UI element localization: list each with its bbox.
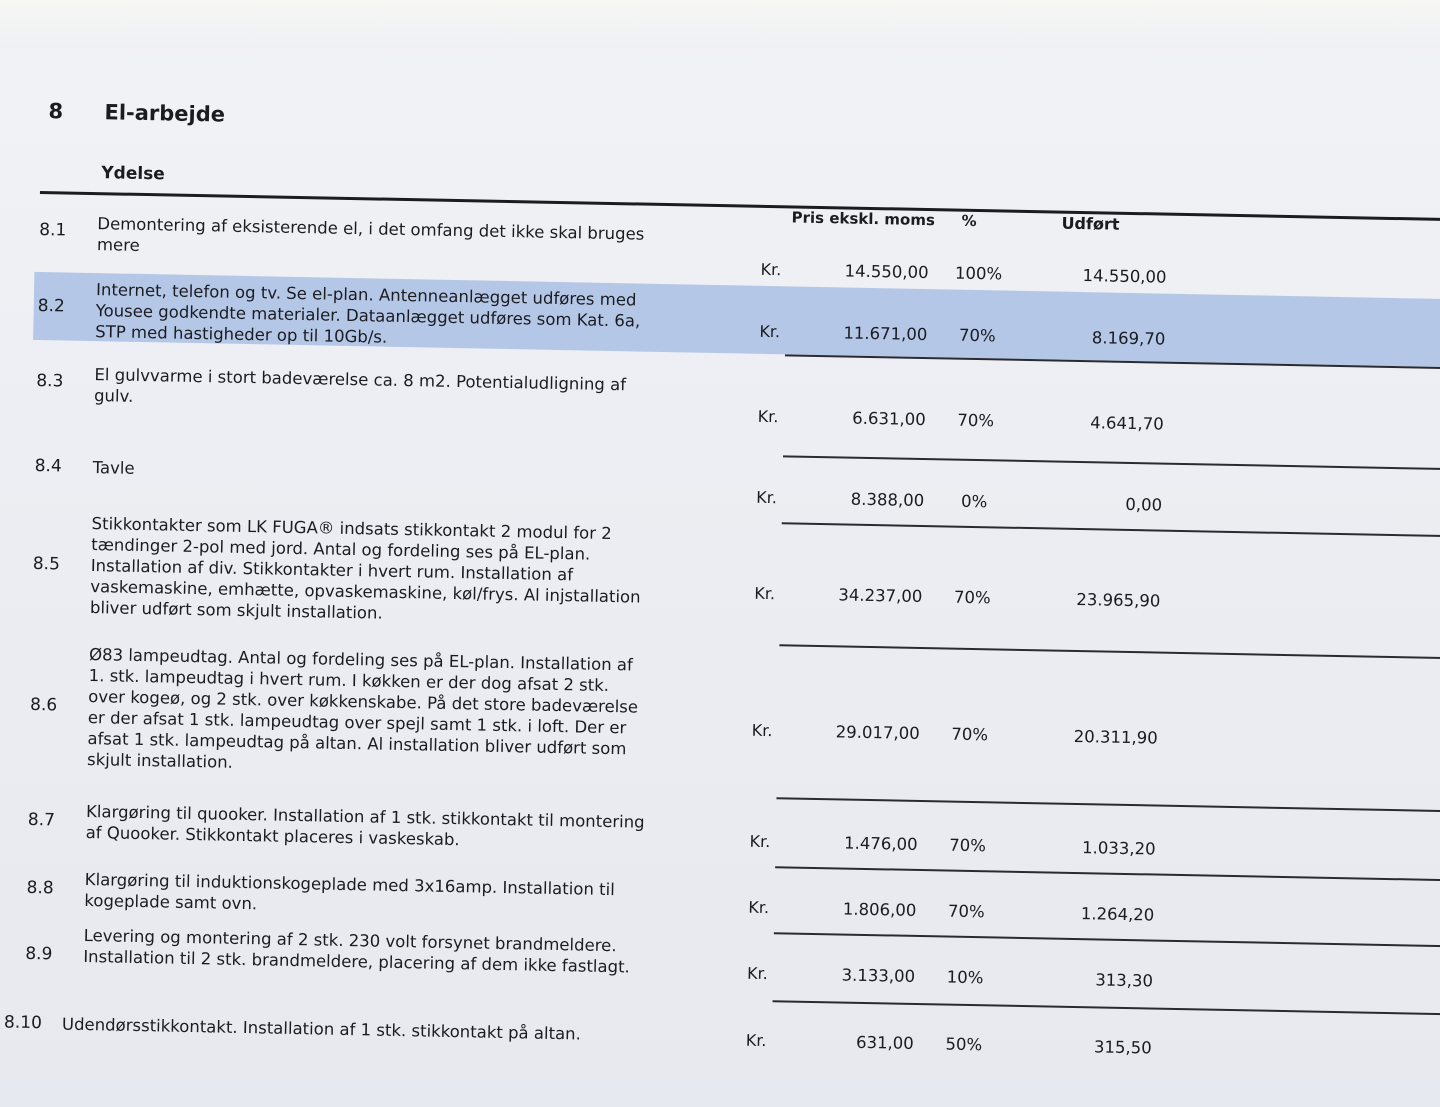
table-row [0, 642, 1431, 772]
row-description: Demontering af eksisterende el, i det omfang det ikke skal bruges mere [96, 214, 645, 255]
row-separator [774, 932, 1440, 946]
row-number: 8.10 [3, 1012, 43, 1034]
row-percent: 70% [951, 724, 989, 745]
row-percent: 70% [957, 410, 995, 431]
row-number: 8.9 [25, 943, 53, 965]
table-row [0, 455, 1435, 515]
section-title: El-arbejde [104, 100, 226, 127]
header-done: Udført [1061, 213, 1120, 234]
row-done: 20.311,90 [1073, 726, 1158, 748]
row-percent: 70% [949, 835, 987, 856]
row-price: 1.476,00 [843, 833, 918, 854]
row-percent: 70% [953, 587, 991, 608]
row-description: Klargøring til induktionskogeplade med 3x16amp. Installation til kogeplade samt ovn. [84, 869, 615, 914]
row-price: 8.388,00 [850, 489, 925, 511]
row-separator [773, 1000, 1440, 1014]
row-separator [776, 797, 1440, 811]
row-percent: 0% [960, 491, 988, 512]
row-currency: Kr. [760, 259, 782, 280]
row-percent: 70% [947, 901, 985, 922]
row-number: 8.2 [37, 295, 66, 317]
row-done: 1.264,20 [1080, 904, 1155, 925]
row-price: 631,00 [855, 1032, 914, 1053]
row-currency: Kr. [748, 897, 770, 918]
row-price: 11.671,00 [843, 323, 928, 345]
header-ydelse: Ydelse [101, 163, 165, 185]
table-row [0, 923, 1426, 991]
row-percent: 100% [954, 263, 1003, 284]
row-done: 14.550,00 [1082, 266, 1167, 287]
row-number: 8.8 [26, 877, 54, 899]
row-separator [775, 866, 1440, 880]
row-separator [779, 644, 1440, 658]
row-number: 8.7 [27, 809, 56, 831]
row-number: 8.4 [34, 455, 62, 477]
table-row-highlighted [0, 277, 1438, 349]
table-row [0, 511, 1434, 623]
row-description: Internet, telefon og tv. Se el-plan. Antenneanlægget udføres med Yousee godkendte materialer. Dataanlægget udføres som Kat. 6a, STP med hastigheder op til 10Gb/s. [95, 280, 641, 347]
row-done: 4.641,70 [1090, 413, 1164, 434]
header-price: Pris ekskl. moms [791, 208, 936, 230]
row-done: 8.169,70 [1091, 328, 1166, 349]
table-row [0, 867, 1427, 925]
row-currency: Kr. [745, 1030, 767, 1051]
row-percent: 70% [958, 325, 996, 346]
row-currency: Kr. [754, 583, 776, 604]
section-number: 8 [48, 99, 64, 124]
row-description: Ø83 lampeudtag. Antal og fordeling ses på EL-plan. Installation af 1. stk. lampeudtag i hvert rum. I køkken er der dog afsat 2 stk. over kogeø, og 2 stk. over køkkenskabe. På det store badeværelse er der afsat 1 stk. lampeudtag over spejl samt 1 stk. i loft. Der er afsat 1 stk. lampeudtag på altan. Al installation bliver udført som skjult installation. [86, 645, 639, 772]
row-description: Stikkontakter som LK FUGA® indsats stikkontakt 2 modul for 2 tændinger 2-pol med jord. Antal og fordeling ses på EL-plan. Installation af div. Stikkontakter i hvert rum. Installation af vaskemaskine, emhætte, opvaskemaskine, køl/frys. Al injstallation bliver udført som skjult installation. [89, 514, 641, 623]
row-percent: 50% [945, 1034, 983, 1055]
row-price: 34.237,00 [838, 585, 923, 607]
row-price: 29.017,00 [835, 722, 920, 743]
row-price: 6.631,00 [852, 408, 926, 430]
row-description: Udendørsstikkontakt. Installation af 1 stk. stikkontakt på altan. [61, 1014, 582, 1044]
header-percent: % [961, 211, 977, 230]
row-separator [783, 455, 1440, 469]
row-done: 23.965,90 [1076, 589, 1161, 611]
row-done: 0,00 [1125, 494, 1163, 515]
row-description: Tavle [92, 458, 135, 478]
row-currency: Kr. [759, 321, 781, 342]
table-row [0, 1012, 1424, 1058]
row-currency: Kr. [756, 487, 778, 508]
row-number: 8.6 [29, 694, 58, 716]
row-description: Levering og montering af 2 stk. 230 volt forsynet brandmeldere. Installation til 2 stk. brandmeldere, placering af dem ikke fastlagt. [83, 925, 630, 977]
table-row [0, 362, 1436, 434]
row-price: 1.806,00 [842, 899, 917, 920]
row-percent: 10% [946, 967, 984, 988]
table-row [0, 799, 1428, 859]
row-currency: Kr. [751, 720, 773, 741]
row-currency: Kr. [749, 831, 771, 852]
row-number: 8.1 [39, 219, 67, 241]
row-number: 8.5 [32, 553, 61, 575]
row-description: El gulvvarme i stort badeværelse ca. 8 m2. Potentialudligning af gulv. [93, 365, 627, 406]
row-done: 315,50 [1093, 1037, 1152, 1058]
row-description: Klargøring til quooker. Installation af 1 stk. stikkontakt til montering af Quooker. Stikkontakt placeres i vaskeskab. [85, 802, 645, 850]
row-currency: Kr. [757, 406, 779, 427]
row-number: 8.3 [36, 370, 64, 392]
row-done: 313,30 [1095, 970, 1154, 991]
row-price: 14.550,00 [844, 261, 929, 283]
row-price: 3.133,00 [841, 965, 916, 986]
row-currency: Kr. [746, 963, 768, 984]
row-done: 1.033,20 [1081, 838, 1156, 859]
row-separator [782, 522, 1440, 536]
